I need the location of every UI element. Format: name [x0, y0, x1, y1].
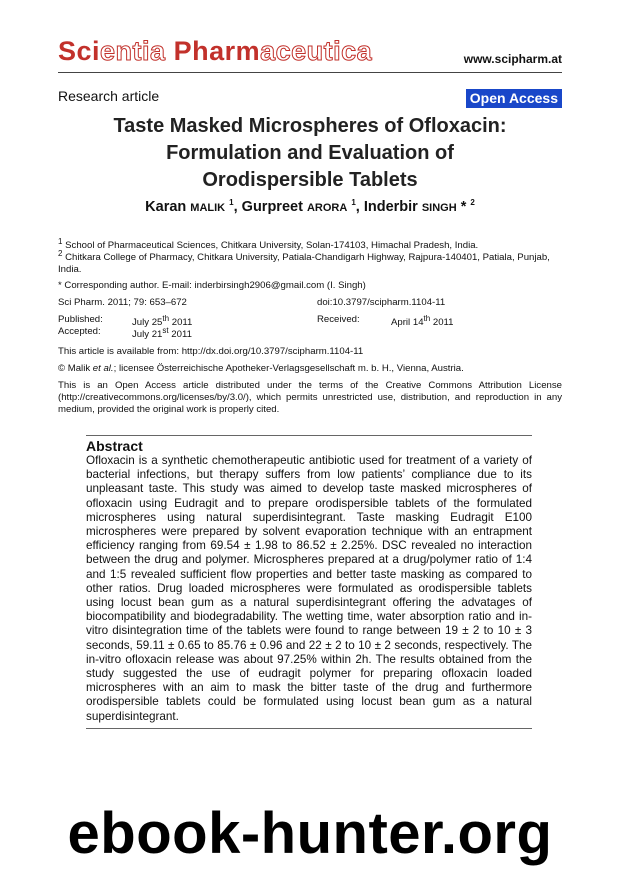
published-label: Published: [58, 314, 103, 325]
date-text: July 21 [132, 329, 163, 341]
title-line: Taste Masked Microspheres of Ofloxacin: [113, 115, 507, 137]
abstract-heading: Abstract [86, 438, 143, 454]
affiliation-text: Chitkara College of Pharmacy, Chitkara University, Patiala-Chandigarh Highway, Rajpura-140401, Patiala, Punjab, India. [58, 252, 550, 276]
journal-website-link[interactable]: www.scipharm.at [463, 52, 562, 66]
open-access-badge: Open Access [466, 89, 562, 108]
date-year: 2011 [168, 329, 192, 341]
author-first-name: Inderbir [363, 198, 422, 215]
affiliation-text: School of Pharmaceutical Sciences, Chitkara University, Solan-174103, Himachal Pradesh, India. [62, 240, 479, 252]
corresponding-author: * Corresponding author. E-mail: inderbirsingh2906@gmail.com (I. Singh) [58, 280, 366, 291]
author-last-name: ARORA [306, 201, 348, 214]
journal-title-part: Pharm [165, 36, 261, 66]
date-suffix: th [423, 314, 431, 323]
journal-title-part: Sci [58, 36, 101, 66]
author-last-name: MALIK [190, 201, 226, 214]
copyright-text: © Malik [58, 363, 93, 374]
author-separator: , [355, 198, 364, 215]
author-last-name: SINGH [421, 201, 457, 214]
doi[interactable]: doi:10.3797/scipharm.1104-11 [317, 297, 446, 308]
license-note: This is an Open Access article distributed under the terms of the Creative Commons Attribution License (http://creativecommons.org/licenses/by/3.0/), which permits unrestricted use, distribution, and reproduction in any medium, provided the original work is properly cited. [58, 380, 562, 416]
abstract-bottom-rule [86, 728, 532, 729]
author-first-name: Gurpreet [241, 198, 307, 215]
article-type: Research article [58, 88, 160, 104]
journal-title-part: entia [100, 36, 166, 66]
date-year: 2011 [430, 317, 454, 329]
accepted-label: Accepted: [58, 326, 101, 337]
copyright-etal: et al. [92, 363, 114, 374]
received-date [391, 314, 454, 328]
abstract-top-rule [86, 435, 532, 436]
received-label: Received: [317, 314, 360, 325]
affiliation-ref: 1 [229, 198, 234, 207]
affiliation-ref: 2 [470, 198, 475, 207]
watermark: ebook-hunter.org [67, 801, 553, 866]
author [242, 199, 364, 215]
affiliation-number: 2 [58, 249, 63, 258]
corresponding-mark: * [456, 198, 467, 215]
citation: Sci Pharm. 2011; 79: 653–672 [58, 297, 187, 308]
header-divider [58, 72, 562, 73]
journal-title-part: aceutica [260, 36, 373, 66]
abstract-section [86, 435, 532, 729]
journal-title [58, 36, 372, 67]
author-separator: , [233, 198, 242, 215]
affiliation [58, 248, 562, 277]
affiliation-number: 1 [58, 237, 63, 246]
title-line: Orodispersible Tablets [202, 169, 418, 191]
date-suffix: th [162, 314, 170, 323]
accepted-date [132, 326, 192, 340]
article-title [58, 113, 562, 194]
author [145, 199, 242, 215]
availability-note: This article is available from: http://dx.doi.org/10.3797/scipharm.1104-11 [58, 346, 364, 357]
abstract-text: Ofloxacin is a synthetic chemotherapeutic antibiotic used for treatment of a variety of bacterial infections, but therapy suffers from low patients’ compliance due to its unpleasant taste. This study was aimed to develop taste masked microspheres of ofloxacin using Eudragit and to prepare orodispersible tablets of the formulated microspheres using natural superdisintegrant. Taste masking Eudragit E100 microspheres were prepared by solvent evaporation technique with an entrapment efficiency ranging from 69.54 ± 1.98 to 86.52 ± 2.25%. DSC revealed no interaction between the drug and polymer. Microspheres prepared at a drug/polymer ratio of 1:4 and 1:5 revealed sufficient flow properties and better taste masking as compared to other ratios. Drug loaded microspheres were formulated as orodispersible tablets using locust bean gum as a natural superdisintegrant offering the advatages of biocompatibility and biodegradability. The wetting time, water absorption ratio and in-vitro disintegration time of the tablets were found to range between 19 ± 2 to 10 ± 3 seconds, 59.11 ± 0.65 to 85.76 ± 0.96 and 22 ± 2 to 10 ± 2 seconds, respectively. The in-vitro ofloxacin release was about 97.25% within 2h. The results obtained from the study suggested the use of eudragit polymer for preparing ofloxacin loaded microspheres with an aim to mask the bitter taste of the drug and furthermore orodispersible tablets could be formulated using locust bean gum as a natural superdisintegrant. [86, 454, 532, 723]
copyright-text: ; licensee Österreichische Apotheker-Verlagsgesellschaft m. b. H., Vienna, Austria. [113, 363, 464, 374]
date-text: July 25 [132, 317, 163, 329]
author-first-name: Karan [145, 198, 191, 215]
date-suffix: st [162, 326, 169, 335]
affiliation-ref: 1 [351, 198, 356, 207]
date-year: 2011 [169, 317, 193, 329]
author [364, 199, 475, 215]
date-text: April 14 [391, 317, 424, 329]
title-line: Formulation and Evaluation of [166, 142, 454, 164]
author-list [58, 198, 562, 215]
copyright-note [58, 363, 464, 374]
